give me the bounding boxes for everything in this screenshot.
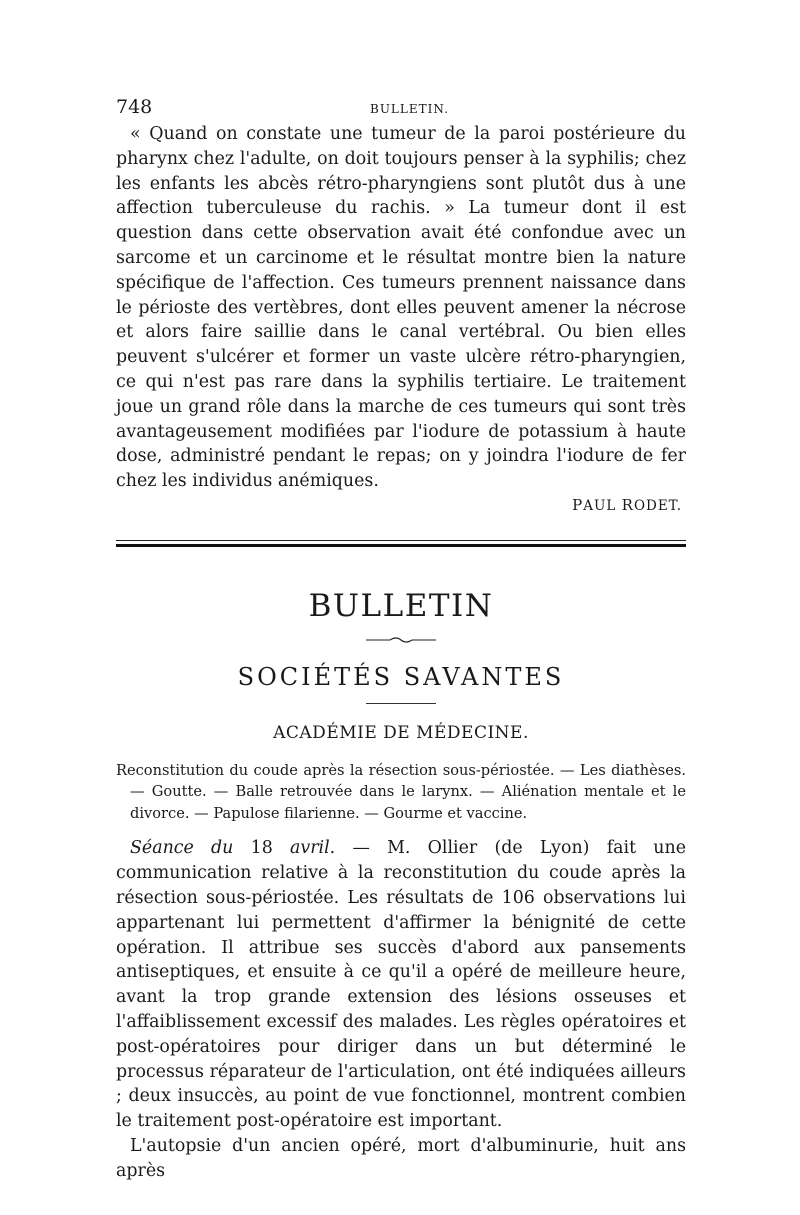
article-paragraph: « Quand on constate une tumeur de la paroi postérieure du pharynx chez l'adulte, on doit toujours penser à la syphilis; chez les enfants les abcès rétro-pharyngiens sont plutôt dus à une affection tuberculeuse du rachis. » La tumeur dont il est question dans cette observation avait été confondue avec un sarcome et un carcinome et le résultat montre bien la nature spécifique de l'affection. Ces tumeurs prennent naissance dans le périoste des vertèbres, dont elles peuvent amener la nécrose et alors faire saillie dans le canal vertébral. Ou bien elles peuvent s'ulcérer et former un vaste ulcère rétro-pharyngien, ce qui n'est pas rare dans la syphilis tertiaire. Le traitement joue un grand rôle dans la marche de ces tumeurs qui sont très avantageusement modifiées par l'iodure de potassium à haute dose, administré pendant le repas; on y joindra l'iodure de fer chez les individus anémiques. (116, 124, 686, 492)
ornament-flourish (116, 629, 686, 637)
divider-thin-rule (116, 540, 686, 541)
flourish-icon (366, 636, 436, 644)
section-short-rule (366, 703, 436, 704)
bulletin-title: BULLETIN (308, 587, 494, 624)
session-summary: Reconstitution du coude après la résection sous-périostée. — Les diathèses. — Goutte. — Balle retrouvée dans le larynx. — Aliénation mentale et le divorce. — Papulose filarienne. — Gourme et vaccine. (116, 761, 686, 822)
running-header (116, 96, 686, 122)
signature-first-initial: P (572, 495, 584, 514)
section-divider (116, 540, 686, 547)
signature-last-rest: ODET. (633, 497, 682, 514)
signature-first-rest: AUL (583, 497, 617, 514)
seance-text: — M. Ollier (de Lyon) fait une communication relative à la reconstitution du coude après la résection sous-périostée. Les résultats de 106 observations lui appartenant lui permettent d'affirmer la bénignité de cette opération. Il attribue ses succès d'abord aux pansements antiseptiques, et ensuite à ce qu'il a opéré de meilleure heure, avant la trop grande extension des lésions osseuses et l'affaiblissement excessif des malades. Les règles opératoires et post-opératoires pour diriger dans un but déterminé le processus réparateur de l'articulation, ont été indiquées ailleurs ; deux insuccès, au point de vue fonctionnel, montrent combien le traitement post-opératoire est important. (116, 838, 686, 1132)
section-title: SOCIÉTÉS SAVANTES (237, 662, 565, 691)
seance-date: 18 (250, 838, 273, 859)
page-number: 748 (116, 96, 153, 118)
seance-paragraph (116, 836, 686, 1134)
signature-last-initial: R (621, 495, 634, 514)
author-signature (116, 496, 682, 514)
running-title: BULLETIN. (370, 102, 449, 116)
seance-label: Séance du (130, 838, 234, 859)
seance-month: avril. (290, 838, 336, 859)
document-page (116, 96, 686, 1184)
divider-thick-rule (116, 544, 686, 547)
autopsy-paragraph-start: L'autopsie d'un ancien opéré, mort d'albuminurie, huit ans après (116, 1136, 686, 1181)
academy-subtitle: ACADÉMIE DE MÉDECINE. (273, 722, 529, 743)
